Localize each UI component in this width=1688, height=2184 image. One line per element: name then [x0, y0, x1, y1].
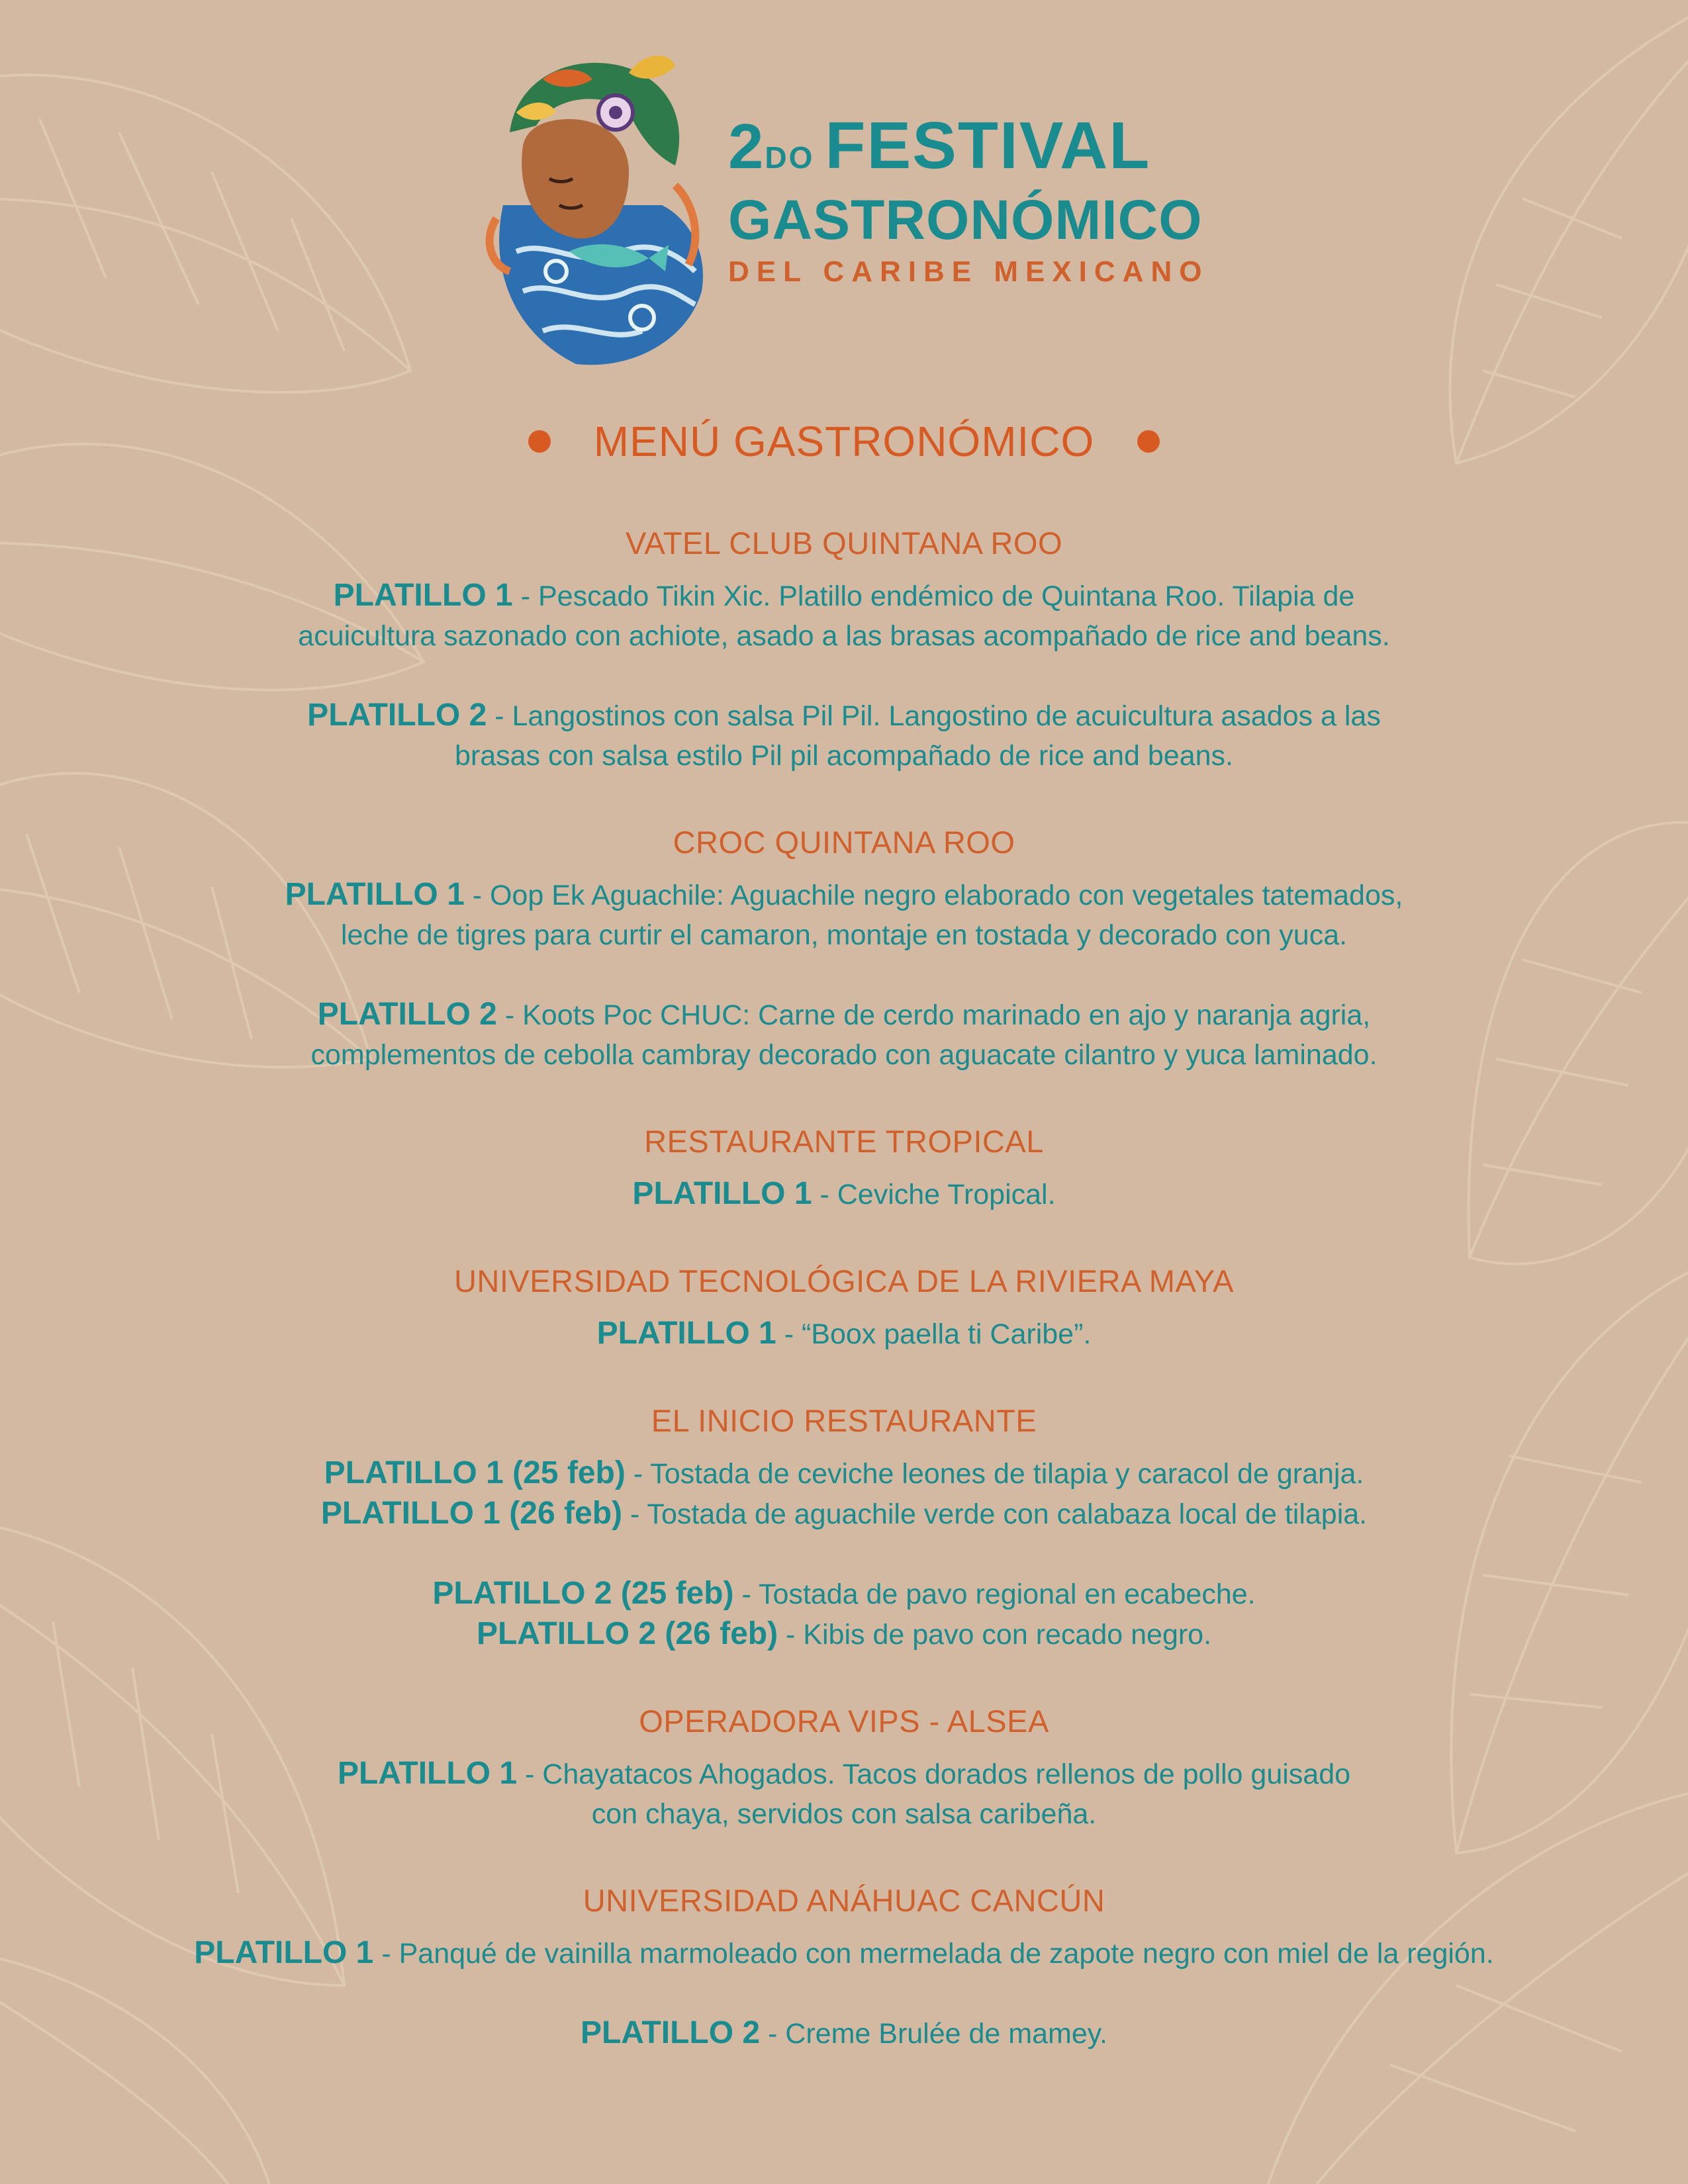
logo-edition-number: 2: [728, 111, 765, 182]
menu-section: [99, 1880, 1589, 2054]
dish-item: PLATILLO 1 (26 feb) - Tostada de aguachile verde con calabaza local de tilapia.: [320, 1496, 1368, 1531]
logo-title-festival: [728, 109, 1231, 191]
dish-label: PLATILLO 2: [580, 2015, 761, 2050]
menu-content: [99, 523, 1589, 2054]
menu-section: [99, 1400, 1589, 1655]
dish-item: PLATILLO 1 - Oop Ek Aguachile: Aguachile negro elaborado con vegetales tatemados, leche de tigres para curtir el camaron, montaje en tostada y decorado con yuca.: [285, 877, 1403, 951]
dish-description: leche de tigres para curtir el camaron, montaje en tostada y decorado con yuca.: [340, 919, 1348, 951]
dish-description: brasas con salsa estilo Pil pil acompañado de rice and beans.: [454, 740, 1234, 772]
section-title: EL INICIO RESTAURANTE: [651, 1403, 1037, 1438]
dish-item: PLATILLO 2 - Creme Brulée de mamey.: [580, 2015, 1108, 2050]
bullet-dot-icon: [1137, 430, 1160, 453]
dish-item: PLATILLO 1 - Ceviche Tropical.: [632, 1176, 1056, 1211]
dish-label: PLATILLO 2 (26 feb): [476, 1616, 778, 1651]
menu-section: [99, 1701, 1589, 1834]
menu-section: [99, 1121, 1589, 1214]
dish-label: PLATILLO 2: [317, 997, 497, 1032]
dish-label: PLATILLO 2 (25 feb): [432, 1576, 734, 1611]
logo-edition-suffix: DO: [765, 140, 815, 175]
dish-label: PLATILLO 1: [337, 1756, 518, 1791]
dish-label: PLATILLO 1: [632, 1176, 812, 1211]
section-title: VATEL CLUB QUINTANA ROO: [625, 525, 1063, 561]
dish-description: Pescado Tikin Xic. Platillo endémico de Quintana Roo. Tilapia de: [538, 580, 1355, 612]
menu-title-row: [0, 417, 1688, 477]
dish-label: PLATILLO 1: [333, 578, 513, 613]
dish-description: Chayatacos Ahogados. Tacos dorados rellenos de pollo guisado: [542, 1758, 1351, 1790]
dish-description: Ceviche Tropical.: [837, 1179, 1056, 1210]
bullet-dot-icon: [528, 430, 551, 453]
dish-item: PLATILLO 1 - Chayatacos Ahogados. Tacos dorados rellenos de pollo guisado con chaya, servidos con salsa caribeña.: [337, 1756, 1351, 1830]
dish-item: PLATILLO 1 - “Boox paella ti Caribe”.: [596, 1316, 1092, 1351]
dish-description: Oop Ek Aguachile: Aguachile negro elaborado con vegetales tatemados,: [489, 880, 1403, 911]
section-title: UNIVERSIDAD TECNOLÓGICA DE LA RIVIERA MAYA: [453, 1263, 1235, 1298]
section-title: OPERADORA VIPS - ALSEA: [639, 1704, 1049, 1739]
dish-description: Panqué de vainilla marmoleado con mermelada de zapote negro con miel de la región.: [399, 1938, 1494, 1970]
menu-section: [99, 822, 1589, 1075]
dish-item: PLATILLO 2 (26 feb) - Kibis de pavo con recado negro.: [476, 1616, 1212, 1651]
dish-description: “Boox paella ti Caribe”.: [801, 1318, 1092, 1350]
dish-label: PLATILLO 1 (25 feb): [324, 1455, 626, 1490]
dish-label: PLATILLO 1: [285, 877, 465, 912]
mascot-illustration-icon: [477, 53, 715, 371]
dish-description: Koots Poc CHUC: Carne de cerdo marinado en ajo y naranja agria,: [522, 999, 1371, 1031]
logo-subtitle: DEL CARIBE MEXICANO: [728, 255, 1209, 288]
menu-section: [99, 1261, 1589, 1354]
dish-item: PLATILLO 1 (25 feb) - Tostada de ceviche leones de tilapia y caracol de granja.: [324, 1455, 1364, 1490]
dish-label: PLATILLO 1 (26 feb): [320, 1496, 622, 1531]
menu-section: [99, 523, 1589, 776]
dish-label: PLATILLO 1: [194, 1935, 374, 1970]
dish-item: PLATILLO 2 - Langostinos con salsa Pil Pil. Langostino de acuicultura asados a las brasas con salsa estilo Pil pil acompañado de rice and beans.: [307, 698, 1381, 772]
dish-item: PLATILLO 2 (25 feb) - Tostada de pavo regional en ecabeche.: [432, 1576, 1256, 1611]
logo-title-gastronomico: GASTRONÓMICO: [728, 189, 1203, 251]
dish-description: Tostada de ceviche leones de tilapia y caracol de granja.: [650, 1458, 1364, 1490]
logo-festival-word: FESTIVAL: [825, 109, 1151, 183]
dish-label: PLATILLO 2: [307, 698, 487, 733]
menu-title: MENÚ GASTRONÓMICO: [593, 418, 1095, 465]
dish-description: Langostinos con salsa Pil Pil. Langostino de acuicultura asados a las: [512, 700, 1381, 732]
section-title: CROC QUINTANA ROO: [673, 825, 1015, 860]
section-title: UNIVERSIDAD ANÁHUAC CANCÚN: [583, 1883, 1105, 1918]
festival-logo: [477, 53, 1238, 377]
dish-description: acuicultura sazonado con achiote, asado a las brasas acompañado de rice and beans.: [298, 620, 1390, 652]
section-title: RESTAURANTE TROPICAL: [644, 1124, 1044, 1159]
dish-label: PLATILLO 1: [596, 1316, 776, 1351]
dish-description: Creme Brulée de mamey.: [785, 2018, 1108, 2050]
dish-item: PLATILLO 1 - Pescado Tikin Xic. Platillo endémico de Quintana Roo. Tilapia de acuicultura sazonado con achiote, asado a las brasas acompañado de rice and beans.: [298, 578, 1390, 652]
dish-description: Tostada de pavo regional en ecabeche.: [758, 1578, 1256, 1610]
dish-description: Tostada de aguachile verde con calabaza local de tilapia.: [647, 1498, 1368, 1530]
dish-item: PLATILLO 2 - Koots Poc CHUC: Carne de cerdo marinado en ajo y naranja agria, complementos de cebolla cambray decorado con aguacate cilantro y yuca laminado.: [310, 997, 1378, 1071]
dish-description: Kibis de pavo con recado negro.: [803, 1619, 1212, 1651]
dish-description: complementos de cebolla cambray decorado con aguacate cilantro y yuca laminado.: [310, 1039, 1378, 1071]
dish-description: con chaya, servidos con salsa caribeña.: [591, 1798, 1097, 1830]
dish-item: PLATILLO 1 - Panqué de vainilla marmoleado con mermelada de zapote negro con miel de la región.: [194, 1935, 1494, 1970]
